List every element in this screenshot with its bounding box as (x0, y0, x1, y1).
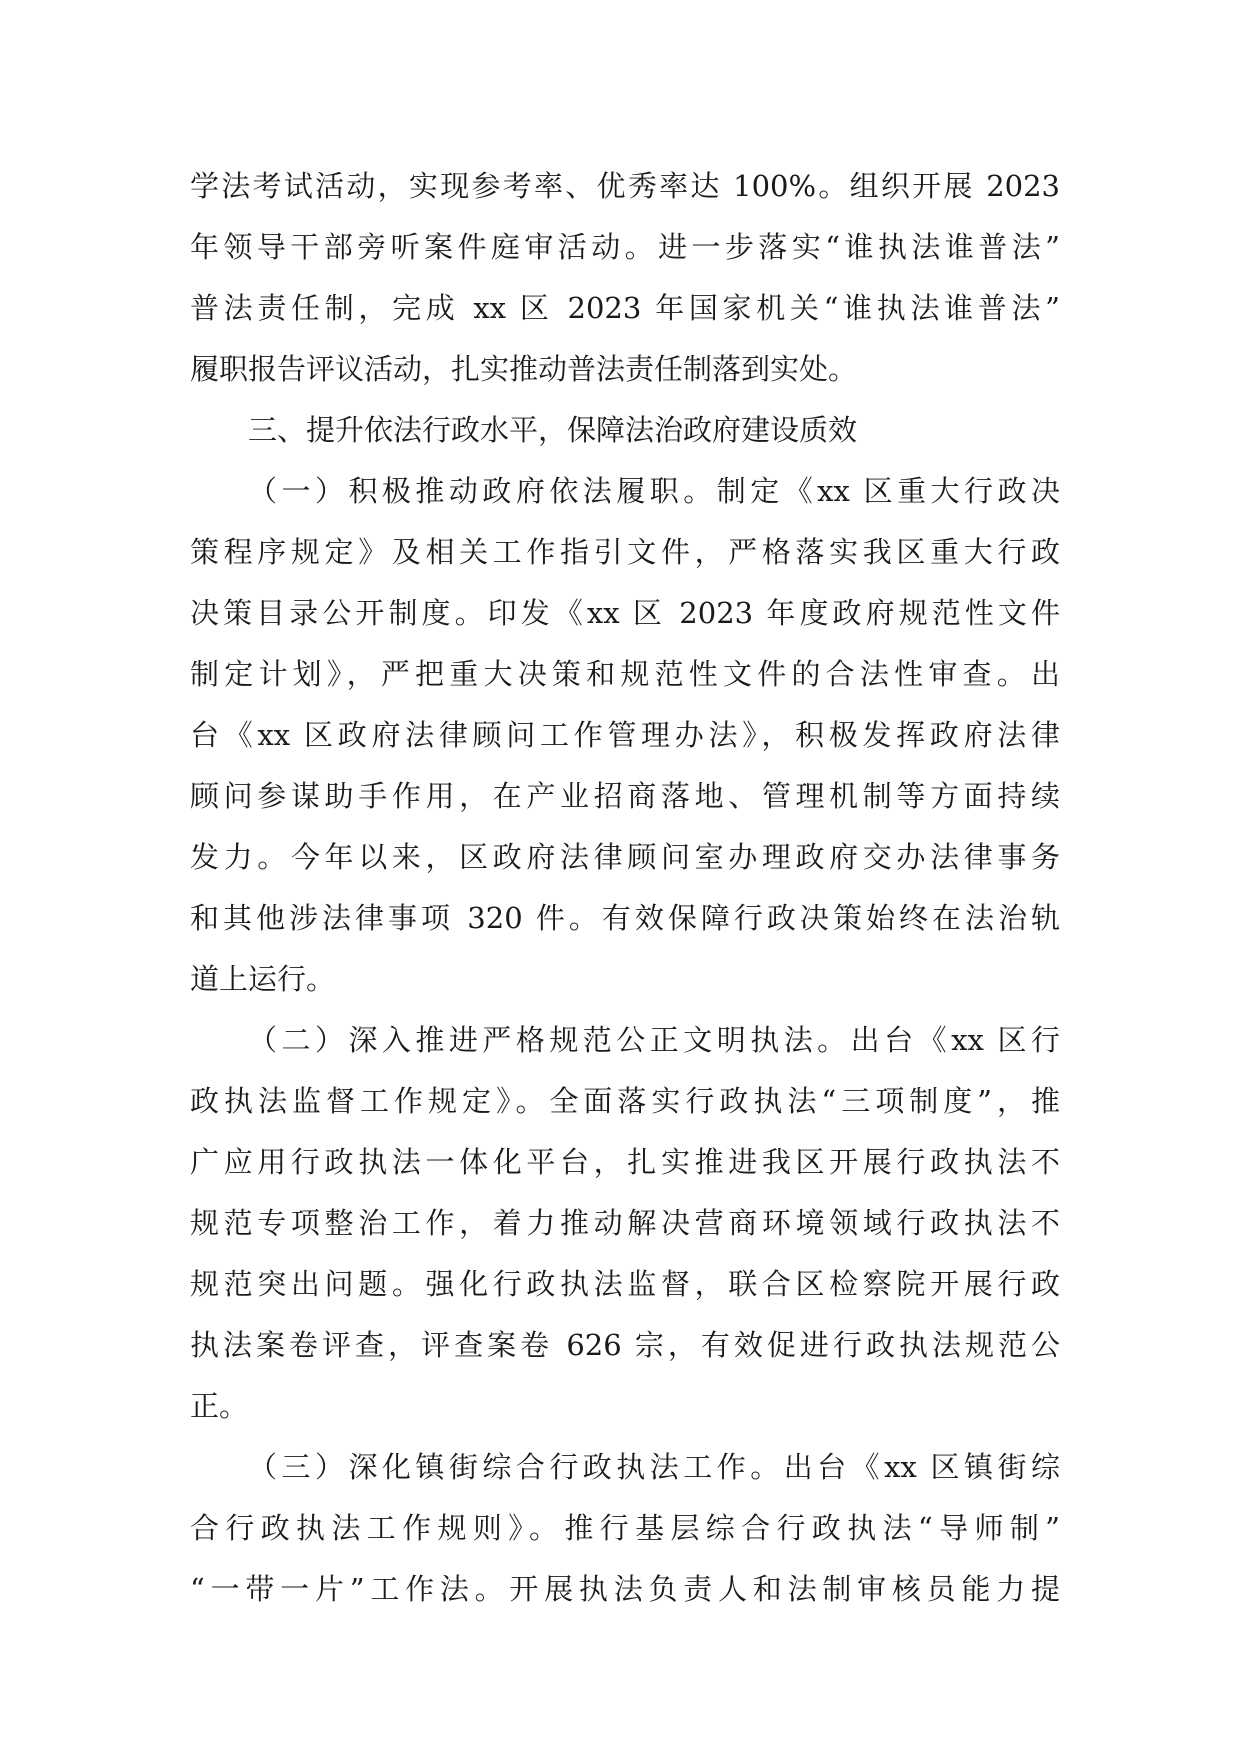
text-line: 普法责任制，完成 xx 区 2023 年国家机关“谁执法谁普法” (190, 291, 1060, 325)
text-line: 发力。今年以来，区政府法律顾问室办理政府交办法律事务 (190, 840, 1060, 874)
text-line: 履职报告评议活动，扎实推动普法责任制落到实处。 (190, 352, 858, 386)
text-line: 决策目录公开制度。印发《xx 区 2023 年度政府规范性文件 (190, 596, 1060, 630)
document-body (190, 156, 1060, 1620)
text-line: 规范专项整治工作，着力推动解决营商环境领域行政执法不 (190, 1206, 1060, 1240)
text-line: 顾问参谋助手作用，在产业招商落地、管理机制等方面持续 (190, 779, 1060, 813)
text-line: 正。 (190, 1389, 249, 1423)
text-line: （一）积极推动政府依法履职。制定《xx 区重大行政决 (248, 474, 1060, 508)
text-line: 执法案卷评查，评查案卷 626 宗，有效促进行政执法规范公 (190, 1328, 1060, 1362)
text-line: 道上运行。 (190, 962, 336, 996)
text-line: 策程序规定》及相关工作指引文件，严格落实我区重大行政 (190, 535, 1060, 569)
text-line: “一带一片”工作法。开展执法负责人和法制审核员能力提 (190, 1572, 1060, 1606)
text-line: 年领导干部旁听案件庭审活动。进一步落实“谁执法谁普法” (190, 230, 1060, 264)
text-line: 制定计划》，严把重大决策和规范性文件的合法性审查。出 (190, 657, 1060, 691)
text-line: 学法考试活动，实现参考率、优秀率达 100%。组织开展 2023 (190, 169, 1060, 203)
text-line: 广应用行政执法一体化平台，扎实推进我区开展行政执法不 (190, 1145, 1060, 1179)
text-line: 台《xx 区政府法律顾问工作管理办法》，积极发挥政府法律 (190, 718, 1060, 752)
text-line: （二）深入推进严格规范公正文明执法。出台《xx 区行 (248, 1023, 1060, 1057)
text-line: 合行政执法工作规则》。推行基层综合行政执法“导师制” (190, 1511, 1060, 1545)
text-line: 和其他涉法律事项 320 件。有效保障行政决策始终在法治轨 (190, 901, 1060, 935)
text-line: （三）深化镇街综合行政执法工作。出台《xx 区镇街综 (248, 1450, 1060, 1484)
text-line: 政执法监督工作规定》。全面落实行政执法“三项制度”，推 (190, 1084, 1060, 1118)
text-line: 规范突出问题。强化行政执法监督，联合区检察院开展行政 (190, 1267, 1060, 1301)
section-heading: 三、提升依法行政水平，保障法治政府建设质效 (248, 413, 858, 447)
